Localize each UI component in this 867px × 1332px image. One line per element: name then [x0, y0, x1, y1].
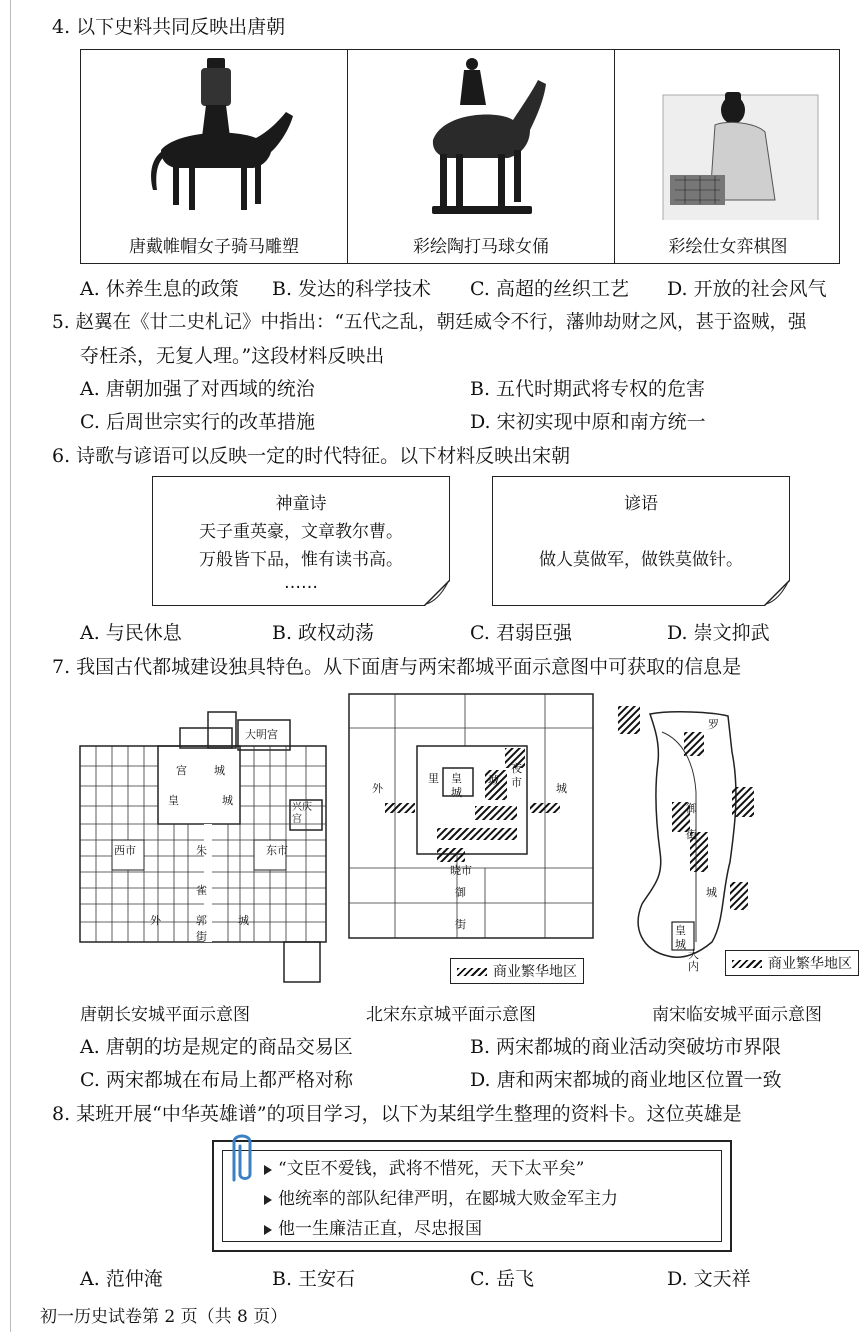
kaifeng-label-ye: 夜 [511, 762, 522, 775]
linan-label-luo: 罗 [708, 718, 719, 731]
kaifeng-label-wai: 外 [372, 782, 383, 795]
changan-label-cheng3: 城 [238, 914, 249, 927]
page-curl-icon [424, 580, 450, 606]
q5-option-c[interactable]: C. 后周世宗实行的改革措施 [80, 411, 315, 433]
q4-option-d[interactable]: D. 开放的社会风气 [667, 278, 827, 300]
q4-option-c[interactable]: C. 高超的丝织工艺 [470, 278, 629, 300]
card-poem-title: 神童诗 [275, 494, 327, 514]
polo-figurine-icon [348, 50, 615, 220]
q8-data-card [212, 1140, 732, 1252]
q8-line3-text: 他一生廉洁正直，尽忠报国 [278, 1219, 482, 1239]
q7-option-a[interactable]: A. 唐朝的坊是规定的商品交易区 [80, 1036, 353, 1058]
kaifeng-legend-label: 商业繁华地区 [493, 964, 577, 980]
hatch-swatch-icon [732, 960, 762, 968]
q5-option-d[interactable]: D. 宋初实现中原和南方统一 [470, 411, 706, 433]
card-poem-line3: …… [284, 573, 318, 593]
kaifeng-label-li: 里 [428, 772, 439, 785]
changan-label-xingqing: 兴庆宫 [292, 802, 312, 825]
q4-image-table [80, 49, 840, 264]
chess-painting-icon [615, 50, 842, 220]
linan-label-cheng2: 城 [675, 938, 686, 951]
linan-label-huang: 皇 [675, 924, 686, 937]
kaifeng-label-cheng3: 城 [488, 774, 499, 787]
changan-label-que: 雀 [196, 884, 207, 897]
q8-line2-text: 他统率的部队纪律严明，在郾城大败金军主力 [278, 1189, 618, 1209]
linan-label-nei: 内 [688, 960, 699, 973]
changan-label-zhu: 朱 [196, 844, 207, 857]
kaifeng-legend [450, 958, 584, 984]
q6-card-proverb [492, 476, 790, 606]
q5-stem-line1: 5. 赵翼在《廿二史札记》中指出：“五代之乱，朝廷威令不行，藩帅劫财之风，甚于盗贼，强 [52, 312, 807, 333]
q6-option-d[interactable]: D. 崇文抑武 [667, 622, 770, 644]
kaifeng-map [345, 688, 603, 986]
q7-option-d[interactable]: D. 唐和两宋都城的商业地区位置一致 [470, 1069, 782, 1091]
card-poem-line2: 万般皆下品，惟有读书高。 [199, 550, 403, 570]
q7-map2-caption: 北宋东京城平面示意图 [366, 1005, 536, 1025]
linan-map [612, 692, 862, 988]
q8-option-a[interactable]: A. 范仲淹 [80, 1268, 163, 1290]
paperclip-icon [222, 1130, 262, 1186]
changan-label-wai: 外 [150, 914, 161, 927]
q4-caption-2: 彩绘陶打马球女俑 [413, 237, 549, 257]
linan-legend-label: 商业繁华地区 [768, 956, 852, 972]
left-margin-rule [10, 0, 11, 1332]
q4-image-cell-2 [347, 50, 614, 263]
changan-label-gong: 宫 [176, 764, 187, 777]
q8-option-c[interactable]: C. 岳飞 [470, 1268, 534, 1290]
q4-caption-1: 唐戴帷帽女子骑马雕塑 [129, 237, 299, 257]
q8-option-b[interactable]: B. 王安石 [272, 1268, 356, 1290]
q6-option-c[interactable]: C. 君弱臣强 [470, 622, 572, 644]
q8-card-line-1 [264, 1154, 584, 1179]
q6-stem: 6. 诗歌与谚语可以反映一定的时代特征。以下材料反映出宋朝 [52, 445, 571, 467]
q5-stem-line2: 夺枉杀，无复人理。”这段材料反映出 [80, 345, 385, 367]
q8-line1-text: “文臣不爱钱，武将不惜死，天下太平矣” [278, 1159, 585, 1179]
q6-option-a[interactable]: A. 与民休息 [80, 622, 182, 644]
q4-caption-3: 彩绘仕女弈棋图 [668, 237, 788, 257]
q8-card-line-2 [264, 1184, 618, 1209]
kaifeng-label-yu: 御 [455, 886, 466, 899]
changan-label-cheng2: 城 [222, 794, 233, 807]
linan-label-da: 大 [688, 948, 699, 961]
q5-option-b[interactable]: B. 五代时期武将专权的危害 [470, 378, 706, 400]
changan-label-jie: 街 [196, 930, 207, 943]
kaifeng-label-huang: 皇 [451, 772, 462, 785]
triangle-bullet-icon [264, 1165, 272, 1175]
linan-label-cheng: 城 [706, 886, 717, 899]
changan-label-cheng: 城 [214, 764, 225, 777]
changan-label-daminggong: 大明宫 [245, 728, 278, 741]
kaifeng-label-cheng2: 城 [556, 782, 567, 795]
horse-rider-statue-icon [81, 50, 347, 220]
kaifeng-label-cheng: 城 [451, 786, 462, 799]
q7-map1-caption: 唐朝长安城平面示意图 [80, 1005, 250, 1025]
q4-image-cell-3 [614, 50, 841, 263]
changan-label-dongshi: 东市 [266, 844, 288, 857]
card-proverb-title: 谚语 [624, 494, 658, 514]
kaifeng-label-xiaoshi: 晓市 [450, 864, 472, 877]
changan-label-guo: 郭 [196, 914, 207, 927]
q8-stem: 8. 某班开展“中华英雄谱”的项目学习，以下为某组学生整理的资料卡。这位英雄是 [52, 1103, 742, 1125]
card-poem-line1: 天子重英豪，文章教尔曹。 [199, 522, 403, 542]
kaifeng-label-shi: 市 [511, 776, 522, 789]
linan-label-jie: 街 [686, 828, 697, 841]
kaifeng-label-jie: 街 [455, 918, 466, 931]
q6-card-poem [152, 476, 450, 606]
q7-option-b[interactable]: B. 两宋都城的商业活动突破坊市界限 [470, 1036, 782, 1058]
q4-image-cell-1 [81, 50, 347, 263]
q4-stem: 4. 以下史料共同反映出唐朝 [52, 16, 286, 38]
q7-map3-caption: 南宋临安城平面示意图 [652, 1005, 822, 1025]
card-proverb-line1: 做人莫做军，做铁莫做针。 [539, 550, 743, 570]
hatch-swatch-icon [457, 968, 487, 976]
triangle-bullet-icon [264, 1195, 272, 1205]
changan-label-huang: 皇 [168, 794, 179, 807]
q4-option-a[interactable]: A. 休养生息的政策 [80, 278, 239, 300]
page-curl-icon [764, 580, 790, 606]
page-footer: 初一历史试卷第 2 页（共 8 页） [40, 1307, 288, 1327]
triangle-bullet-icon [264, 1225, 272, 1235]
q6-option-b[interactable]: B. 政权动荡 [272, 622, 375, 644]
q5-option-a[interactable]: A. 唐朝加强了对西域的统治 [80, 378, 315, 400]
q7-option-c[interactable]: C. 两宋都城在布局上都严格对称 [80, 1069, 353, 1091]
q7-stem: 7. 我国古代都城建设独具特色。从下面唐与两宋都城平面示意图中可获取的信息是 [52, 656, 742, 678]
q4-option-b[interactable]: B. 发达的科学技术 [272, 278, 432, 300]
q8-option-d[interactable]: D. 文天祥 [667, 1268, 751, 1290]
q8-card-line-3 [264, 1214, 482, 1239]
linan-label-yu: 御 [686, 802, 697, 815]
changan-label-xishi: 西市 [114, 844, 136, 857]
linan-legend [725, 950, 859, 976]
